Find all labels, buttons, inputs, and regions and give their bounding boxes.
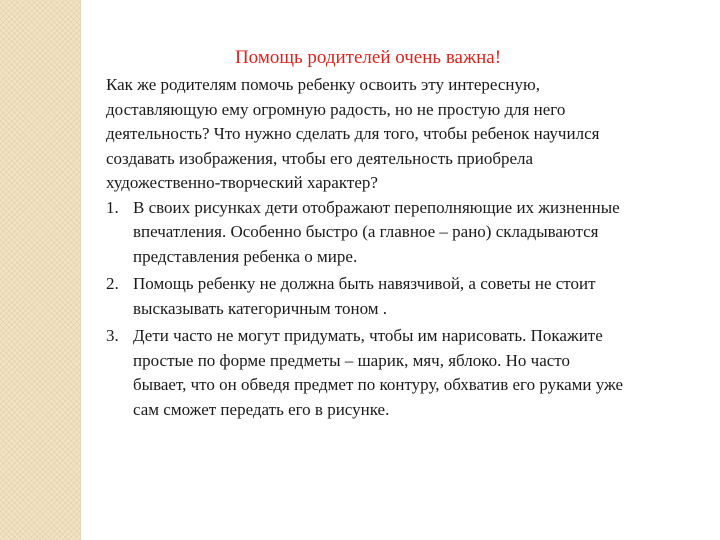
- list-item-number: 2.: [106, 274, 119, 293]
- slide-content: [106, 46, 626, 425]
- list-item-number: 1.: [106, 197, 119, 217]
- list-item: [106, 196, 626, 270]
- side-divider: [80, 0, 81, 540]
- intro-paragraph: Как же родителям помочь ребенку освоить эту интересную, доставляющую ему огромную радость, но не простую для него деятельность? Что нужно сделать для того, чтобы ребенок научился создавать изображения, чтобы его деятельность приобрела художественно-творческий характер?: [106, 75, 600, 192]
- list-item: [106, 324, 626, 422]
- list-item-text: В своих рисунках дети отображают переполняющие их жизненные впечатления. Особенно быстро (а главное – рано) складываются представления ребенка о мире.: [133, 197, 620, 266]
- list-item-text: Дети часто не могут придумать, чтобы им нарисовать. Покажите простые по форме предметы – шарик, мяч, яблоко. Но часто бывает, что он обведя предмет по контуру, обхватив его руками уже сам сможет передать его в рисунке.: [133, 326, 624, 419]
- list-item: [106, 272, 626, 321]
- list-item-number: 3.: [106, 326, 119, 345]
- numbered-list: [106, 196, 626, 423]
- decorative-side-band: [0, 0, 80, 540]
- slide-title: Помощь родителей очень важна!: [234, 47, 502, 68]
- list-item-text: Помощь ребенку не должна быть навязчивой, а советы не стоит высказывать категоричным тоном .: [133, 274, 596, 318]
